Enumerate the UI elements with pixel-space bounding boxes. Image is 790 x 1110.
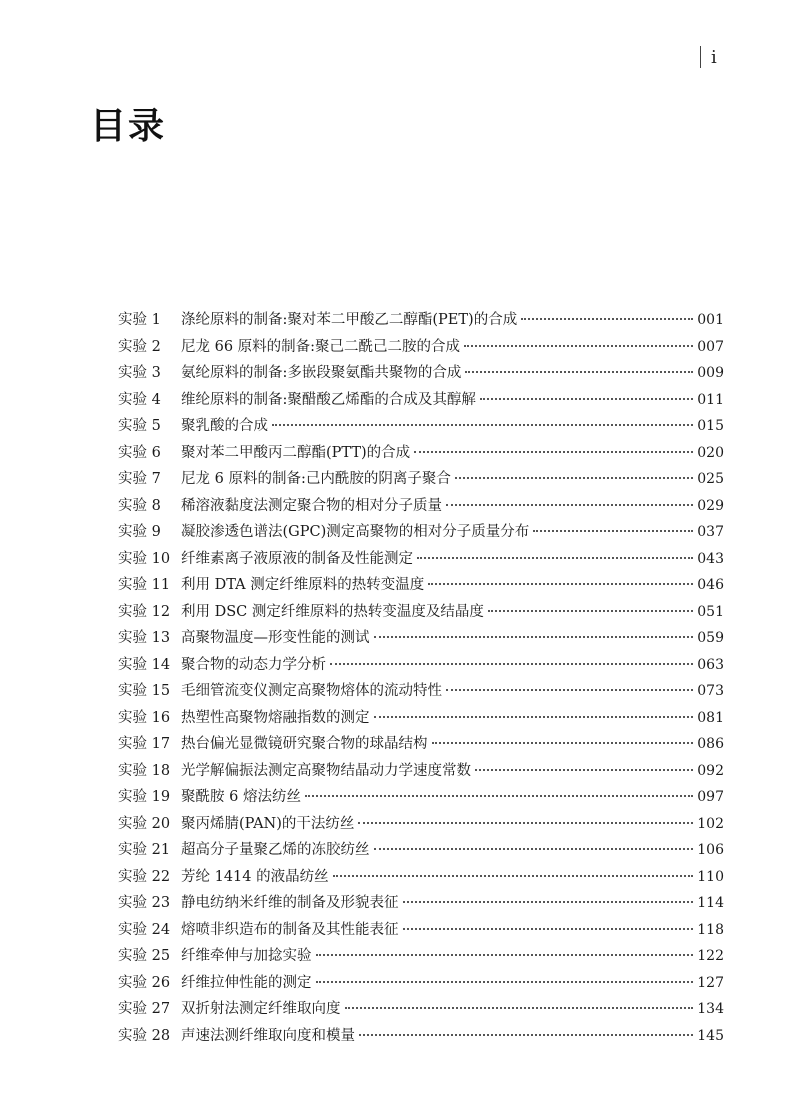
toc-entry-page: 134: [697, 1001, 724, 1017]
header-divider: [700, 46, 701, 68]
toc-entry-title: 涤纶原料的制备:聚对苯二甲酸乙二醇酯(PET)的合成: [181, 312, 518, 328]
toc-entry[interactable]: [118, 653, 724, 680]
toc-entry[interactable]: [118, 547, 724, 574]
toc-entry-title: 熔喷非织造布的制备及其性能表征: [181, 921, 399, 938]
toc-entry-page: 020: [697, 444, 724, 461]
toc-entry-number: 实验 17: [118, 736, 171, 752]
toc-entry-number: 实验 8: [118, 497, 161, 514]
toc-entry-title: 纤维素离子液原液的制备及性能测定: [181, 550, 413, 567]
toc-entry-number: 实验 1: [118, 312, 161, 328]
toc-entry-title: 利用 DTA 测定纤维原料的热转变温度: [181, 577, 425, 593]
toc-dot-leader: [272, 424, 693, 426]
toc-entry-title: 维纶原料的制备:聚醋酸乙烯酯的合成及其醇解: [181, 391, 476, 408]
toc-entry-number: 实验 20: [118, 815, 171, 832]
toc-entry-page: 097: [697, 789, 724, 805]
toc-dot-leader: [446, 689, 693, 691]
toc-entry-page: 009: [697, 365, 724, 381]
toc-dot-leader: [345, 1007, 694, 1009]
toc-entry-page: 122: [697, 948, 724, 964]
toc-entry-number: 实验 27: [118, 1001, 171, 1017]
toc-entry[interactable]: [118, 785, 724, 812]
toc-entry[interactable]: [118, 838, 724, 865]
toc-dot-leader: [330, 663, 693, 665]
toc-entry-page: 086: [697, 736, 724, 752]
toc-entry-number: 实验 21: [118, 842, 171, 858]
toc-entry-title: 尼龙 6 原料的制备:己内酰胺的阴离子聚合: [181, 471, 451, 487]
toc-entry-title: 利用 DSC 测定纤维原料的热转变温度及结晶度: [181, 603, 484, 620]
toc-dot-leader: [475, 769, 693, 771]
toc-entry-page: 059: [697, 630, 724, 646]
page-header: [700, 46, 717, 68]
toc-dot-leader: [428, 583, 693, 585]
toc-entry[interactable]: [118, 891, 724, 918]
toc-entry-page: 118: [697, 921, 724, 938]
toc-entry-page: 106: [697, 842, 724, 858]
toc-entry-page: 063: [697, 656, 724, 673]
toc-entry[interactable]: [118, 520, 724, 547]
toc-entry-page: 011: [697, 391, 724, 408]
toc-entry[interactable]: [118, 918, 724, 945]
toc-entry-title: 凝胶渗透色谱法(GPC)测定高聚物的相对分子质量分布: [181, 524, 530, 540]
toc-entry-number: 实验 23: [118, 895, 171, 911]
toc-entry-title: 芳纶 1414 的液晶纺丝: [181, 868, 329, 885]
toc-entry-page: 037: [697, 524, 724, 540]
toc-entry-title: 聚对苯二甲酸丙二醇酯(PTT)的合成: [181, 444, 411, 461]
toc-entry-title: 热台偏光显微镜研究聚合物的球晶结构: [181, 736, 428, 752]
toc-entry[interactable]: [118, 600, 724, 627]
toc-entry-number: 实验 12: [118, 603, 171, 620]
toc-entry-number: 实验 2: [118, 338, 161, 355]
toc-entry-page: 145: [697, 1027, 724, 1044]
toc-entry-title: 聚乳酸的合成: [181, 418, 268, 434]
toc-dot-leader: [316, 981, 694, 983]
toc-dot-leader: [533, 530, 693, 532]
toc-entry-number: 实验 28: [118, 1027, 171, 1044]
table-of-contents: [118, 308, 724, 1050]
toc-entry[interactable]: [118, 971, 724, 998]
page-title: 目录: [90, 106, 167, 147]
toc-entry[interactable]: [118, 494, 724, 521]
toc-entry-page: 114: [697, 895, 724, 911]
toc-entry[interactable]: [118, 944, 724, 971]
toc-entry-title: 双折射法测定纤维取向度: [181, 1001, 341, 1017]
toc-entry-page: 007: [697, 338, 724, 355]
toc-entry[interactable]: [118, 335, 724, 362]
toc-entry-page: 029: [697, 497, 724, 514]
toc-entry-page: 046: [697, 577, 724, 593]
toc-entry[interactable]: [118, 573, 724, 600]
toc-entry-title: 毛细管流变仪测定高聚物熔体的流动特性: [181, 683, 442, 699]
toc-entry-title: 超高分子量聚乙烯的冻胶纺丝: [181, 842, 370, 858]
toc-entry[interactable]: [118, 679, 724, 706]
toc-entry-number: 实验 6: [118, 444, 161, 461]
toc-entry-number: 实验 5: [118, 418, 161, 434]
toc-dot-leader: [455, 477, 693, 479]
toc-entry-page: 102: [697, 815, 724, 832]
toc-dot-leader: [465, 371, 693, 373]
toc-entry[interactable]: [118, 759, 724, 786]
toc-entry[interactable]: [118, 997, 724, 1024]
toc-entry-title: 聚丙烯腈(PAN)的干法纺丝: [181, 815, 355, 832]
toc-entry-page: 015: [697, 418, 724, 434]
toc-entry-number: 实验 19: [118, 789, 171, 805]
toc-entry-title: 尼龙 66 原料的制备:聚己二酰己二胺的合成: [181, 338, 461, 355]
toc-entry-title: 热塑性高聚物熔融指数的测定: [181, 709, 370, 726]
toc-dot-leader: [403, 901, 694, 903]
toc-entry-title: 静电纺纳米纤维的制备及形貌表征: [181, 895, 399, 911]
toc-entry-page: 001: [697, 312, 724, 328]
toc-entry-number: 实验 15: [118, 683, 171, 699]
toc-entry-number: 实验 11: [118, 577, 171, 593]
toc-entry-number: 实验 4: [118, 391, 161, 408]
toc-entry[interactable]: [118, 626, 724, 653]
toc-entry-page: 051: [697, 603, 724, 620]
toc-entry-title: 氨纶原料的制备:多嵌段聚氨酯共聚物的合成: [181, 365, 462, 381]
toc-dot-leader: [359, 1034, 693, 1036]
toc-dot-leader: [414, 451, 693, 453]
toc-entry-title: 聚酰胺 6 熔法纺丝: [181, 789, 301, 805]
toc-entry-page: 081: [697, 709, 724, 726]
toc-entry-title: 稀溶液黏度法测定聚合物的相对分子质量: [181, 497, 442, 514]
toc-dot-leader: [358, 822, 693, 824]
toc-entry-title: 高聚物温度—形变性能的测试: [181, 630, 370, 646]
toc-entry-number: 实验 3: [118, 365, 161, 381]
toc-entry-number: 实验 10: [118, 550, 171, 567]
toc-dot-leader: [432, 742, 694, 744]
toc-dot-leader: [521, 318, 693, 320]
toc-entry-number: 实验 7: [118, 471, 161, 487]
toc-dot-leader: [305, 795, 693, 797]
toc-entry-number: 实验 24: [118, 921, 171, 938]
toc-entry[interactable]: [118, 467, 724, 494]
toc-entry-number: 实验 26: [118, 974, 171, 991]
toc-entry-page: 127: [697, 974, 724, 991]
toc-entry-number: 实验 18: [118, 762, 171, 779]
toc-entry-number: 实验 16: [118, 709, 171, 726]
toc-dot-leader: [333, 875, 693, 877]
toc-entry-title: 聚合物的动态力学分析: [181, 656, 326, 673]
toc-entry[interactable]: [118, 441, 724, 468]
toc-entry-number: 实验 22: [118, 868, 171, 885]
toc-entry-title: 声速法测纤维取向度和模量: [181, 1027, 355, 1044]
toc-entry-title: 纤维牵伸与加捻实验: [181, 948, 312, 964]
toc-dot-leader: [417, 557, 693, 559]
toc-dot-leader: [374, 716, 694, 718]
toc-entry-number: 实验 14: [118, 656, 171, 673]
toc-entry-number: 实验 9: [118, 524, 161, 540]
toc-entry[interactable]: [118, 388, 724, 415]
toc-entry-page: 092: [697, 762, 724, 779]
toc-dot-leader: [403, 928, 694, 930]
toc-dot-leader: [316, 954, 694, 956]
toc-entry-page: 110: [697, 868, 724, 885]
toc-entry[interactable]: [118, 812, 724, 839]
toc-dot-leader: [374, 636, 694, 638]
toc-entry-page: 025: [697, 471, 724, 487]
toc-entry[interactable]: [118, 732, 724, 759]
toc-entry[interactable]: [118, 706, 724, 733]
toc-entry[interactable]: [118, 361, 724, 388]
toc-entry-page: 073: [697, 683, 724, 699]
toc-entry-title: 纤维拉伸性能的测定: [181, 974, 312, 991]
toc-dot-leader: [446, 504, 693, 506]
page-number: i: [711, 46, 717, 68]
toc-entry[interactable]: [118, 308, 724, 335]
toc-dot-leader: [488, 610, 693, 612]
toc-entry-number: 实验 25: [118, 948, 171, 964]
toc-entry-page: 043: [697, 550, 724, 567]
toc-dot-leader: [374, 848, 694, 850]
toc-entry-title: 光学解偏振法测定高聚物结晶动力学速度常数: [181, 762, 471, 779]
toc-entry[interactable]: [118, 414, 724, 441]
toc-entry[interactable]: [118, 1024, 724, 1051]
toc-dot-leader: [480, 398, 693, 400]
toc-entry[interactable]: [118, 865, 724, 892]
toc-entry-number: 实验 13: [118, 630, 171, 646]
toc-dot-leader: [464, 345, 693, 347]
